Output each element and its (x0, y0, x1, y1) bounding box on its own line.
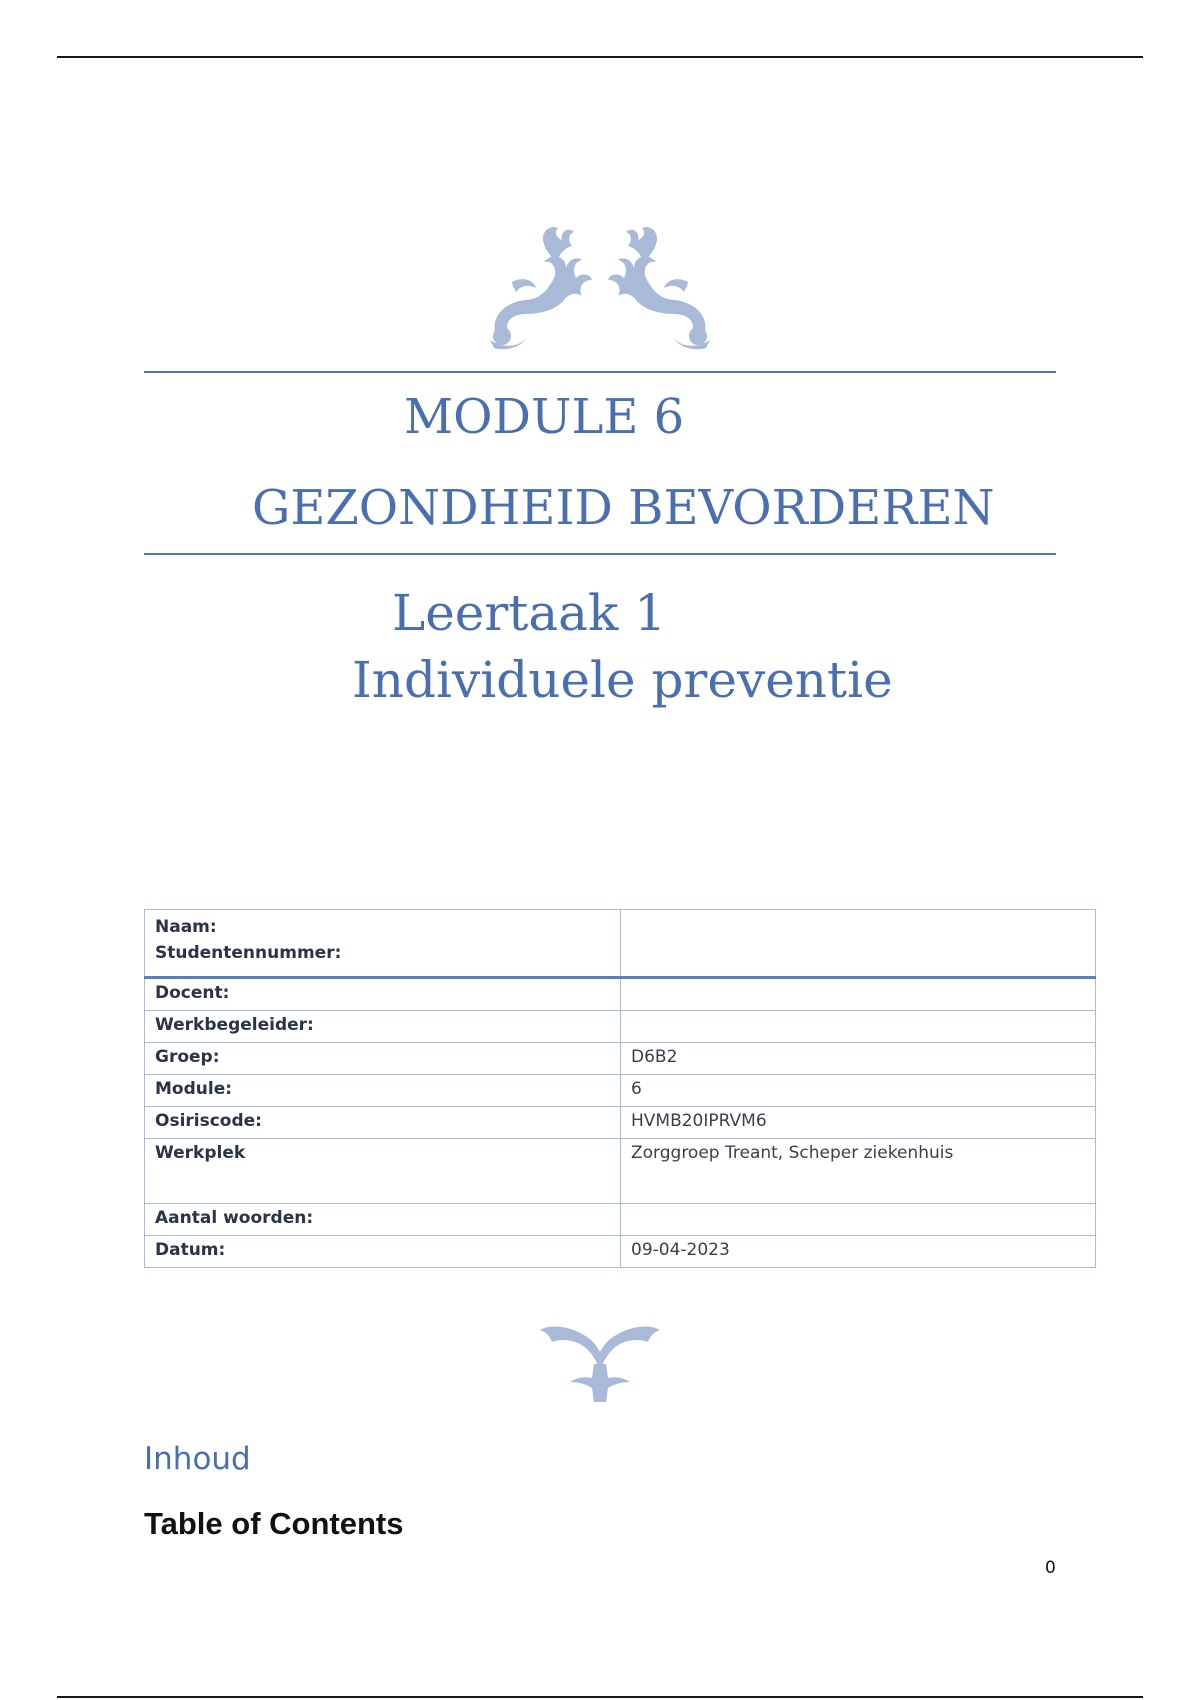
fleur-ornament-icon (538, 1320, 662, 1404)
assignment-title: Leertaak 1 (392, 584, 666, 642)
table-row (145, 1204, 1096, 1236)
aantal-woorden-label: Aantal woorden: (145, 1204, 621, 1236)
table-row (145, 1107, 1096, 1139)
docent-value (621, 978, 1096, 1011)
groep-value: D6B2 (621, 1043, 1096, 1075)
toc-title: Table of Contents (144, 1506, 404, 1541)
osiriscode-label: Osiriscode: (145, 1107, 621, 1139)
studentennummer-label: Studentennummer: (155, 943, 342, 963)
osiriscode-value: HVMB20IPRVM6 (621, 1107, 1096, 1139)
werkbegeleider-label: Werkbegeleider: (145, 1011, 621, 1043)
title-top-rule (144, 371, 1056, 373)
name-label-cell (145, 910, 621, 978)
page-number: 0 (1045, 1558, 1056, 1578)
table-row (145, 1011, 1096, 1043)
naam-label: Naam: (155, 917, 217, 937)
module-label: Module: (145, 1075, 621, 1107)
contents-heading: Inhoud (144, 1441, 251, 1477)
module-value: 6 (621, 1075, 1096, 1107)
table-row (145, 1075, 1096, 1107)
page-top-rule (57, 56, 1143, 58)
module-subject-title: GEZONDHEID BEVORDEREN (252, 480, 995, 536)
groep-label: Groep: (145, 1043, 621, 1075)
module-title: MODULE 6 (404, 389, 685, 445)
table-row (145, 1139, 1096, 1204)
table-row (145, 910, 1096, 978)
student-info-table (144, 909, 1096, 1268)
datum-value: 09-04-2023 (621, 1236, 1096, 1268)
assignment-subtitle: Individuele preventie (352, 651, 893, 709)
datum-label: Datum: (145, 1236, 621, 1268)
werkplek-label: Werkplek (145, 1139, 621, 1204)
table-row (145, 1236, 1096, 1268)
floral-ornament-icon (482, 222, 718, 352)
docent-label: Docent: (145, 978, 621, 1011)
aantal-woorden-value (621, 1204, 1096, 1236)
table-row (145, 978, 1096, 1011)
naam-value (621, 910, 1096, 978)
title-bottom-rule (144, 553, 1056, 555)
table-row (145, 1043, 1096, 1075)
werkplek-value: Zorggroep Treant, Scheper ziekenhuis (621, 1139, 1096, 1204)
werkbegeleider-value (621, 1011, 1096, 1043)
page-bottom-rule (57, 1696, 1143, 1698)
